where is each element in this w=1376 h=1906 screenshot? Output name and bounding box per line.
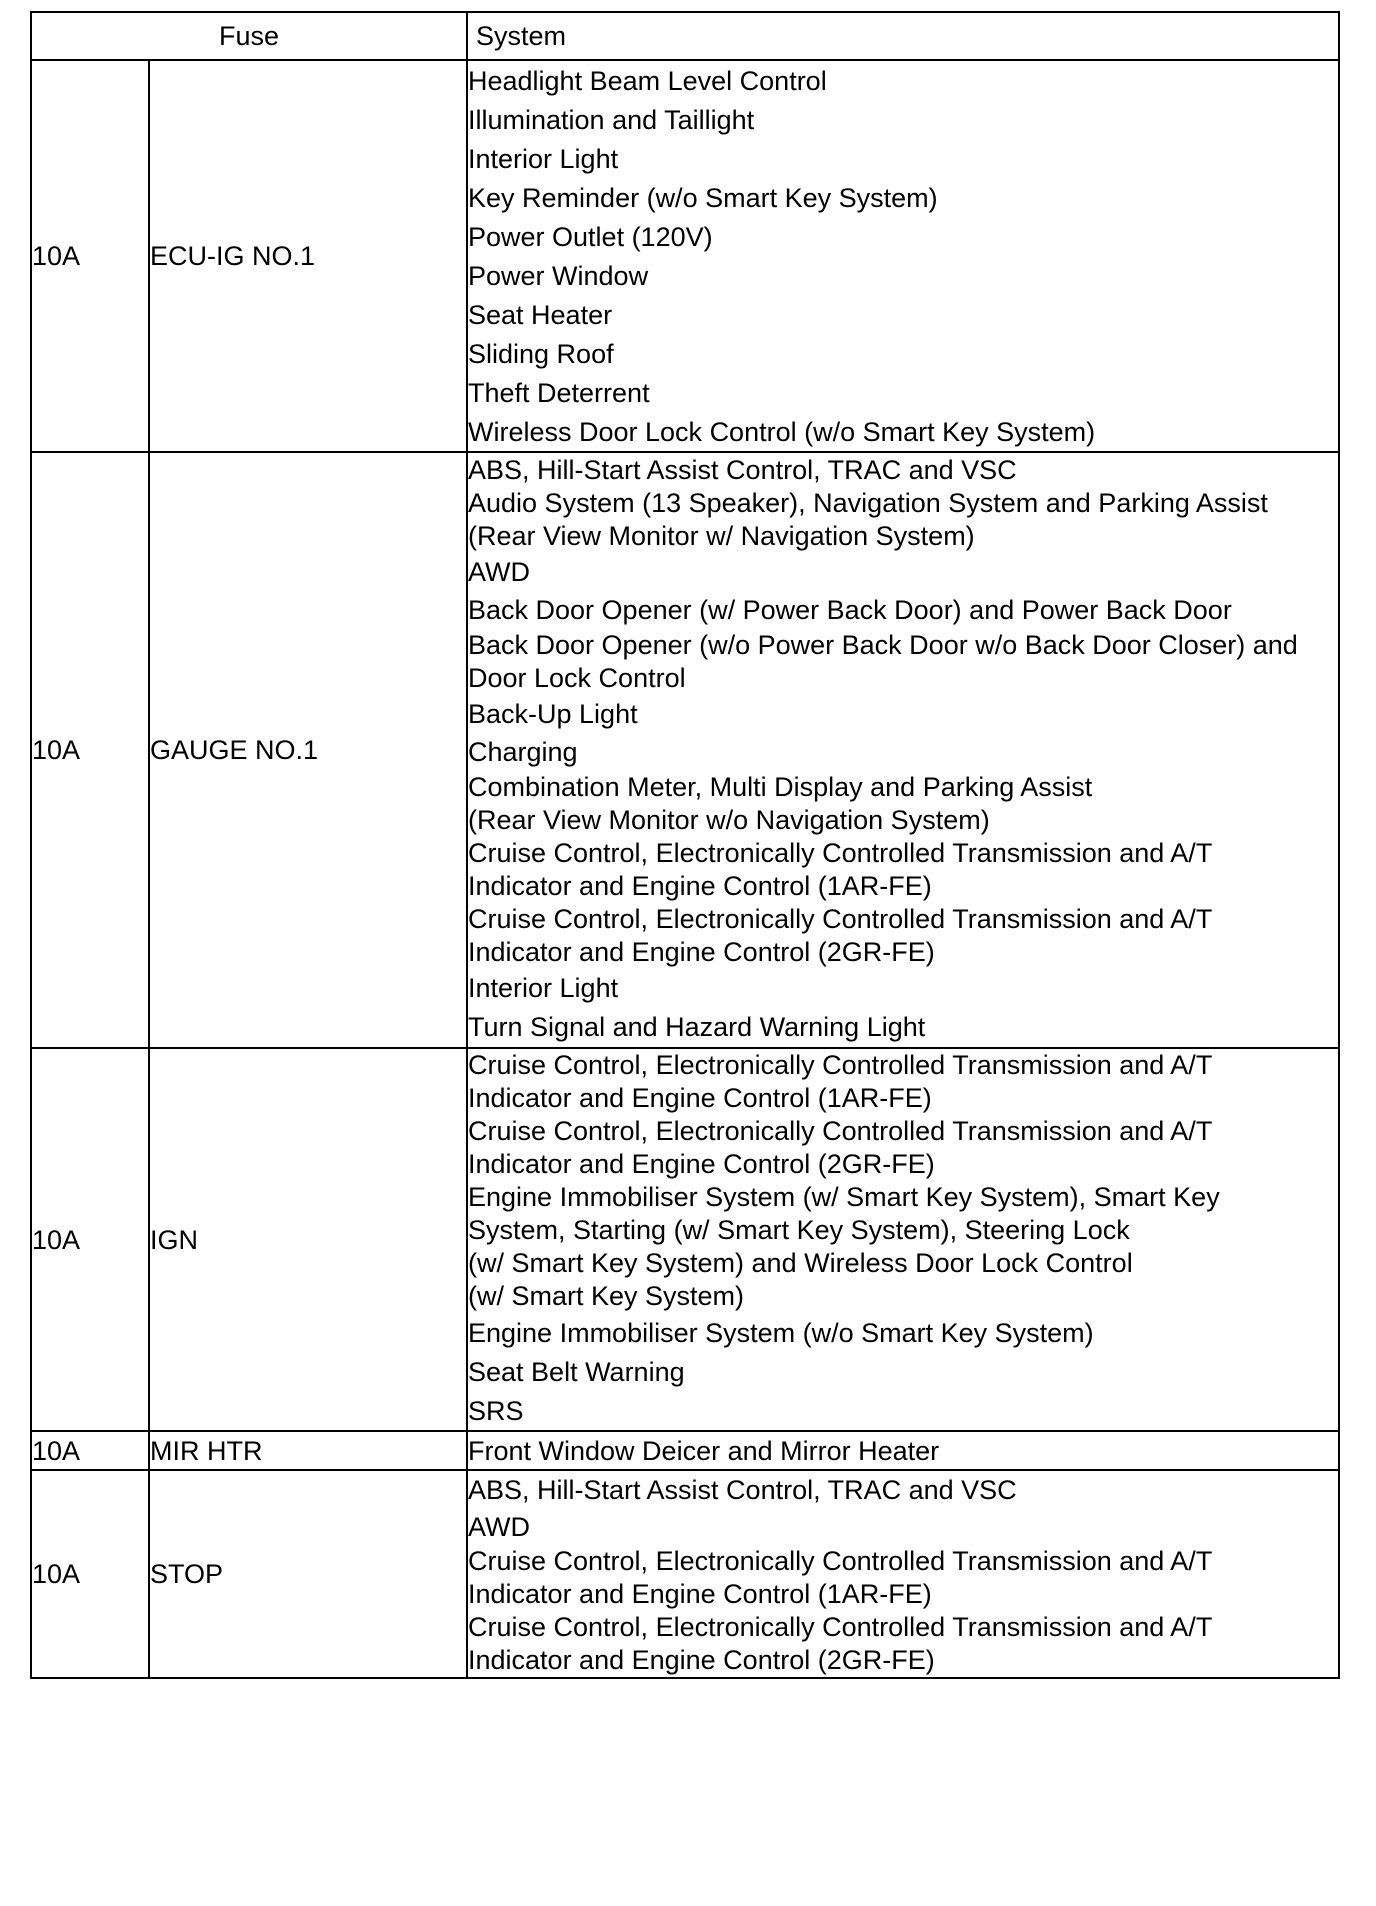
system-item: Interior Light (468, 143, 619, 174)
system-item: ABS, Hill-Start Assist Control, TRAC and VSC (468, 455, 1017, 485)
system-item: Turn Signal and Hazard Warning Light (468, 1012, 926, 1042)
system-list (467, 60, 1339, 452)
fuse-amperage: 10A (31, 1431, 149, 1470)
system-list (467, 1470, 1339, 1678)
header-row (31, 12, 1339, 60)
system-item: AWD (468, 557, 530, 587)
system-item: Engine Immobiliser System (w/o Smart Key System) (468, 1317, 1094, 1348)
system-item: Theft Deterrent (468, 377, 650, 408)
system-item: Seat Belt Warning (468, 1356, 685, 1387)
table-header (31, 12, 1339, 60)
system-list (467, 452, 1339, 1048)
fuse-amperage: 10A (31, 60, 149, 452)
system-item: Power Outlet (120V) (468, 221, 713, 252)
system-item: Seat Heater (468, 299, 613, 330)
fuse-name: IGN (149, 1048, 467, 1431)
system-item: Cruise Control, Electronically Controlled Transmission and A/T Indicator and Engine Control (2GR-FE) (468, 1116, 1213, 1179)
system-item: Cruise Control, Electronically Controlled Transmission and A/T Indicator and Engine Control (1AR-FE) (468, 838, 1213, 901)
system-item: Front Window Deicer and Mirror Heater (468, 1435, 940, 1466)
table-row (31, 1048, 1339, 1431)
system-list (467, 1048, 1339, 1431)
system-item: Cruise Control, Electronically Controlled Transmission and A/T Indicator and Engine Control (2GR-FE) (468, 1612, 1213, 1675)
table-body (31, 60, 1339, 1678)
fuse-amperage: 10A (31, 1470, 149, 1678)
system-item: ABS, Hill-Start Assist Control, TRAC and VSC (468, 1475, 1017, 1505)
system-item: AWD (468, 1512, 530, 1542)
system-item: Cruise Control, Electronically Controlled Transmission and A/T Indicator and Engine Control (2GR-FE) (468, 904, 1213, 967)
system-item: Audio System (13 Speaker), Navigation System and Parking Assist (Rear View Monitor w/ Navigation System) (468, 488, 1268, 551)
system-item: Engine Immobiliser System (w/ Smart Key System), Smart Key System, Starting (w/ Smart Key System), Steering Lock (w/ Smart Key System) and Wireless Door Lock Control (w/ Smart Key System) (468, 1182, 1220, 1311)
system-item: Charging (468, 737, 578, 767)
table-row (31, 1470, 1339, 1678)
system-list (467, 1431, 1339, 1470)
system-item: Headlight Beam Level Control (468, 65, 827, 96)
system-item: Power Window (468, 260, 649, 291)
fuse-amperage: 10A (31, 452, 149, 1048)
system-item: Back Door Opener (w/ Power Back Door) and Power Back Door (468, 595, 1232, 625)
system-item: Sliding Roof (468, 338, 614, 369)
system-item: Back Door Opener (w/o Power Back Door w/o Back Door Closer) and Door Lock Control (468, 630, 1298, 693)
system-item: SRS (468, 1395, 524, 1426)
system-item: Cruise Control, Electronically Controlled Transmission and A/T Indicator and Engine Control (1AR-FE) (468, 1546, 1213, 1609)
table-row (31, 60, 1339, 452)
fuse-name: GAUGE NO.1 (149, 452, 467, 1048)
fuse-column-header: Fuse (31, 12, 467, 60)
table-row (31, 1431, 1339, 1470)
fuse-amperage: 10A (31, 1048, 149, 1431)
system-item: Key Reminder (w/o Smart Key System) (468, 182, 938, 213)
fuse-table (30, 11, 1340, 1679)
system-item: Interior Light (468, 973, 619, 1003)
system-item: Illumination and Taillight (468, 104, 755, 135)
fuse-name: MIR HTR (149, 1431, 467, 1470)
table-row (31, 452, 1339, 1048)
system-item: Back-Up Light (468, 699, 638, 729)
fuse-name: ECU-IG NO.1 (149, 60, 467, 452)
system-item: Cruise Control, Electronically Controlled Transmission and A/T Indicator and Engine Control (1AR-FE) (468, 1050, 1213, 1113)
system-column-header: System (467, 12, 1339, 60)
fuse-name: STOP (149, 1470, 467, 1678)
system-item: Wireless Door Lock Control (w/o Smart Key System) (468, 416, 1096, 447)
system-item: Combination Meter, Multi Display and Parking Assist (Rear View Monitor w/o Navigation System) (468, 772, 1093, 835)
